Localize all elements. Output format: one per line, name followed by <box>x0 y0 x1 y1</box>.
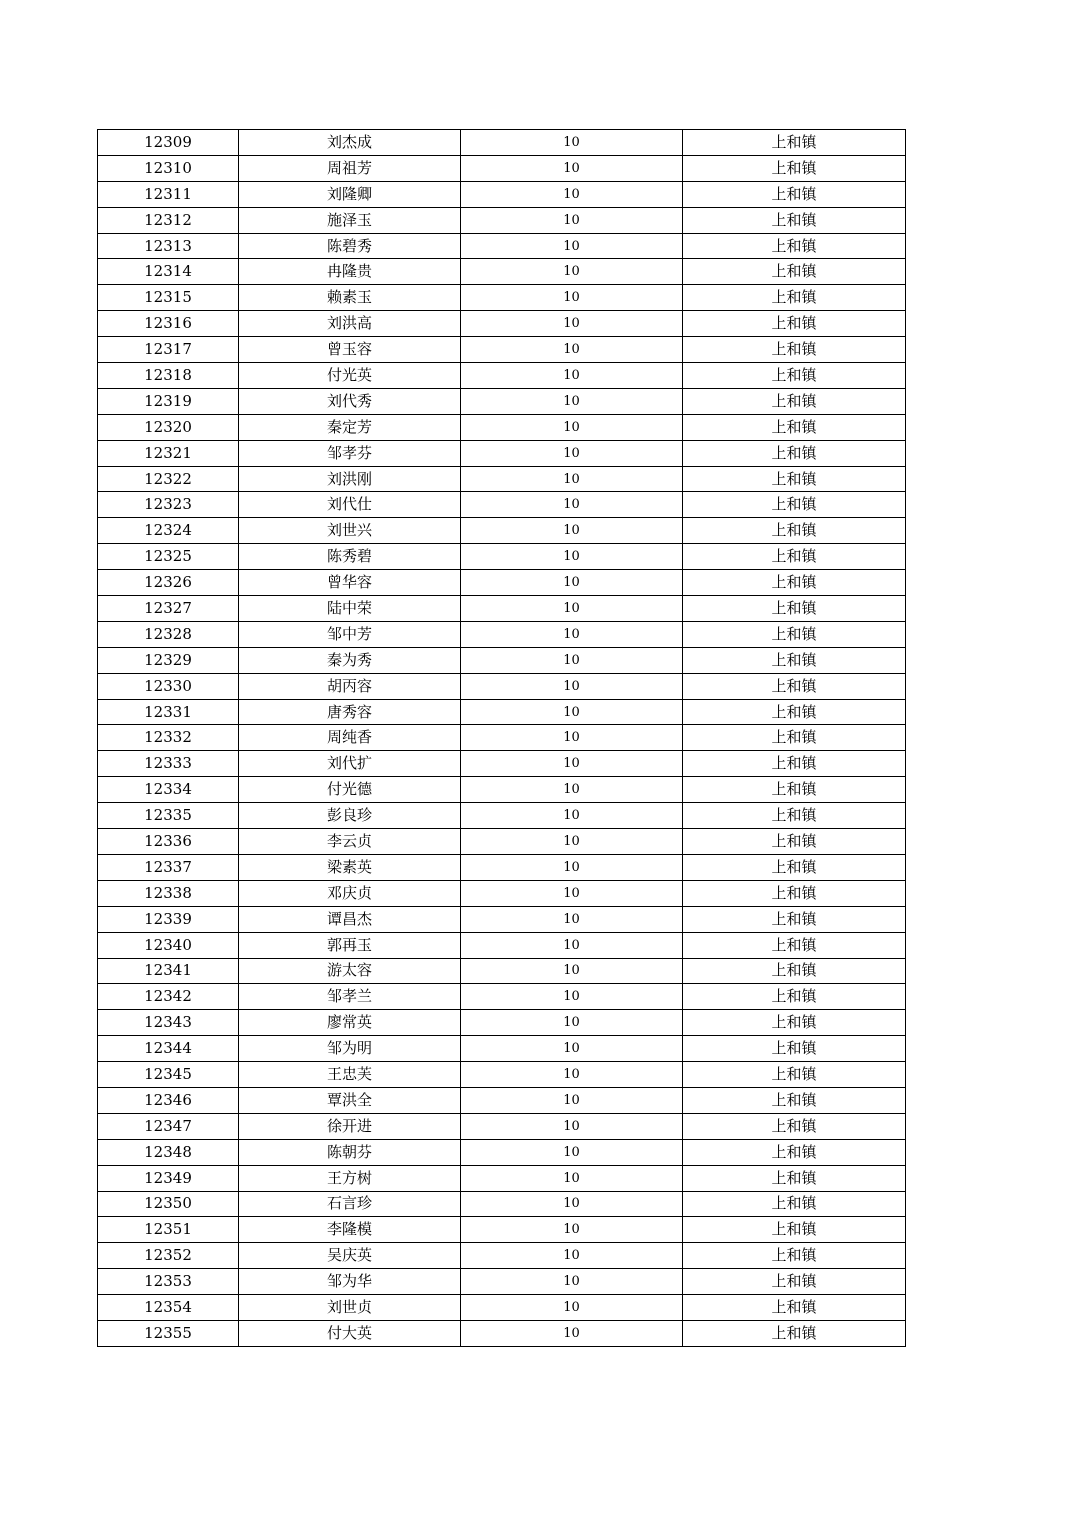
row-id-cell: 12321 <box>98 440 239 466</box>
table-row <box>98 1087 906 1113</box>
table-row <box>98 596 906 622</box>
row-id-cell: 12310 <box>98 155 239 181</box>
table-row <box>98 621 906 647</box>
row-id-cell: 12325 <box>98 544 239 570</box>
row-amount-cell: 10 <box>461 596 683 622</box>
row-amount-cell: 10 <box>461 803 683 829</box>
row-amount-cell: 10 <box>461 285 683 311</box>
table-row <box>98 155 906 181</box>
row-name-cell: 邹为华 <box>239 1269 461 1295</box>
row-amount-cell: 10 <box>461 311 683 337</box>
row-id-cell: 12340 <box>98 932 239 958</box>
row-amount-cell: 10 <box>461 570 683 596</box>
row-town-cell: 上和镇 <box>683 596 906 622</box>
row-town-cell: 上和镇 <box>683 1243 906 1269</box>
row-town-cell: 上和镇 <box>683 285 906 311</box>
row-amount-cell: 10 <box>461 440 683 466</box>
row-town-cell: 上和镇 <box>683 1087 906 1113</box>
row-town-cell: 上和镇 <box>683 233 906 259</box>
row-name-cell: 郭再玉 <box>239 932 461 958</box>
row-id-cell: 12332 <box>98 725 239 751</box>
table-row <box>98 673 906 699</box>
row-id-cell: 12348 <box>98 1139 239 1165</box>
row-town-cell: 上和镇 <box>683 854 906 880</box>
row-id-cell: 12331 <box>98 699 239 725</box>
row-id-cell: 12319 <box>98 388 239 414</box>
row-amount-cell: 10 <box>461 207 683 233</box>
row-town-cell: 上和镇 <box>683 181 906 207</box>
row-town-cell: 上和镇 <box>683 1113 906 1139</box>
row-town-cell: 上和镇 <box>683 1010 906 1036</box>
row-amount-cell: 10 <box>461 958 683 984</box>
table-row <box>98 777 906 803</box>
table-row <box>98 259 906 285</box>
row-name-cell: 李云贞 <box>239 829 461 855</box>
row-id-cell: 12317 <box>98 337 239 363</box>
row-amount-cell: 10 <box>461 1243 683 1269</box>
row-town-cell: 上和镇 <box>683 363 906 389</box>
row-town-cell: 上和镇 <box>683 958 906 984</box>
row-amount-cell: 10 <box>461 854 683 880</box>
row-town-cell: 上和镇 <box>683 440 906 466</box>
row-town-cell: 上和镇 <box>683 777 906 803</box>
row-amount-cell: 10 <box>461 363 683 389</box>
row-amount-cell: 10 <box>461 621 683 647</box>
row-id-cell: 12329 <box>98 647 239 673</box>
row-name-cell: 覃洪全 <box>239 1087 461 1113</box>
table-row <box>98 440 906 466</box>
table-row <box>98 1165 906 1191</box>
row-id-cell: 12338 <box>98 880 239 906</box>
table-row <box>98 854 906 880</box>
row-name-cell: 游太容 <box>239 958 461 984</box>
row-amount-cell: 10 <box>461 1139 683 1165</box>
table-row <box>98 906 906 932</box>
row-town-cell: 上和镇 <box>683 829 906 855</box>
row-name-cell: 刘洪高 <box>239 311 461 337</box>
table-row <box>98 1036 906 1062</box>
row-id-cell: 12311 <box>98 181 239 207</box>
row-id-cell: 12328 <box>98 621 239 647</box>
row-amount-cell: 10 <box>461 1269 683 1295</box>
row-town-cell: 上和镇 <box>683 388 906 414</box>
row-id-cell: 12334 <box>98 777 239 803</box>
table-row <box>98 544 906 570</box>
table-row <box>98 932 906 958</box>
row-amount-cell: 10 <box>461 1087 683 1113</box>
row-town-cell: 上和镇 <box>683 906 906 932</box>
row-town-cell: 上和镇 <box>683 1269 906 1295</box>
row-amount-cell: 10 <box>461 233 683 259</box>
table-row <box>98 518 906 544</box>
row-amount-cell: 10 <box>461 906 683 932</box>
row-town-cell: 上和镇 <box>683 492 906 518</box>
table-row <box>98 1217 906 1243</box>
table-row <box>98 1139 906 1165</box>
row-amount-cell: 10 <box>461 932 683 958</box>
table-body <box>98 130 906 1347</box>
data-table <box>97 129 906 1347</box>
row-town-cell: 上和镇 <box>683 673 906 699</box>
row-id-cell: 12313 <box>98 233 239 259</box>
table-row <box>98 829 906 855</box>
row-name-cell: 邹孝兰 <box>239 984 461 1010</box>
row-name-cell: 秦定芳 <box>239 414 461 440</box>
row-town-cell: 上和镇 <box>683 414 906 440</box>
row-name-cell: 刘代秀 <box>239 388 461 414</box>
row-amount-cell: 10 <box>461 1010 683 1036</box>
table-row <box>98 1010 906 1036</box>
row-town-cell: 上和镇 <box>683 311 906 337</box>
row-town-cell: 上和镇 <box>683 1295 906 1321</box>
row-town-cell: 上和镇 <box>683 1217 906 1243</box>
row-town-cell: 上和镇 <box>683 1062 906 1088</box>
row-id-cell: 12335 <box>98 803 239 829</box>
table-row <box>98 1191 906 1217</box>
row-name-cell: 刘杰成 <box>239 130 461 156</box>
row-amount-cell: 10 <box>461 673 683 699</box>
table-row <box>98 233 906 259</box>
row-id-cell: 12327 <box>98 596 239 622</box>
row-amount-cell: 10 <box>461 725 683 751</box>
row-id-cell: 12342 <box>98 984 239 1010</box>
row-town-cell: 上和镇 <box>683 725 906 751</box>
row-amount-cell: 10 <box>461 984 683 1010</box>
table-row <box>98 1243 906 1269</box>
table-row <box>98 1295 906 1321</box>
row-amount-cell: 10 <box>461 1217 683 1243</box>
table-row <box>98 388 906 414</box>
row-id-cell: 12339 <box>98 906 239 932</box>
row-amount-cell: 10 <box>461 466 683 492</box>
row-id-cell: 12320 <box>98 414 239 440</box>
table-row <box>98 880 906 906</box>
row-amount-cell: 10 <box>461 751 683 777</box>
row-town-cell: 上和镇 <box>683 984 906 1010</box>
row-name-cell: 陆中荣 <box>239 596 461 622</box>
row-name-cell: 邹中芳 <box>239 621 461 647</box>
row-id-cell: 12336 <box>98 829 239 855</box>
row-town-cell: 上和镇 <box>683 1139 906 1165</box>
row-amount-cell: 10 <box>461 388 683 414</box>
table-row <box>98 311 906 337</box>
table-row <box>98 803 906 829</box>
row-id-cell: 12337 <box>98 854 239 880</box>
row-town-cell: 上和镇 <box>683 337 906 363</box>
row-name-cell: 李隆模 <box>239 1217 461 1243</box>
row-id-cell: 12354 <box>98 1295 239 1321</box>
table-row <box>98 984 906 1010</box>
row-id-cell: 12347 <box>98 1113 239 1139</box>
table-row <box>98 130 906 156</box>
row-name-cell: 付大英 <box>239 1320 461 1346</box>
row-name-cell: 吴庆英 <box>239 1243 461 1269</box>
row-id-cell: 12349 <box>98 1165 239 1191</box>
table-row <box>98 1062 906 1088</box>
row-id-cell: 12350 <box>98 1191 239 1217</box>
table-row <box>98 414 906 440</box>
row-town-cell: 上和镇 <box>683 621 906 647</box>
row-name-cell: 廖常英 <box>239 1010 461 1036</box>
row-name-cell: 曾华容 <box>239 570 461 596</box>
row-town-cell: 上和镇 <box>683 544 906 570</box>
row-amount-cell: 10 <box>461 544 683 570</box>
row-name-cell: 赖素玉 <box>239 285 461 311</box>
row-town-cell: 上和镇 <box>683 1191 906 1217</box>
row-amount-cell: 10 <box>461 1191 683 1217</box>
row-town-cell: 上和镇 <box>683 570 906 596</box>
row-amount-cell: 10 <box>461 1036 683 1062</box>
row-town-cell: 上和镇 <box>683 1320 906 1346</box>
row-name-cell: 刘洪刚 <box>239 466 461 492</box>
row-town-cell: 上和镇 <box>683 647 906 673</box>
row-name-cell: 王忠芙 <box>239 1062 461 1088</box>
row-name-cell: 徐开进 <box>239 1113 461 1139</box>
table-row <box>98 207 906 233</box>
row-name-cell: 胡丙容 <box>239 673 461 699</box>
row-name-cell: 梁素英 <box>239 854 461 880</box>
row-town-cell: 上和镇 <box>683 518 906 544</box>
table-row <box>98 725 906 751</box>
row-name-cell: 刘隆卿 <box>239 181 461 207</box>
row-name-cell: 周纯香 <box>239 725 461 751</box>
row-id-cell: 12343 <box>98 1010 239 1036</box>
row-amount-cell: 10 <box>461 518 683 544</box>
row-town-cell: 上和镇 <box>683 932 906 958</box>
row-name-cell: 唐秀容 <box>239 699 461 725</box>
row-amount-cell: 10 <box>461 829 683 855</box>
table-row <box>98 466 906 492</box>
row-name-cell: 王方树 <box>239 1165 461 1191</box>
table-row <box>98 1113 906 1139</box>
row-town-cell: 上和镇 <box>683 751 906 777</box>
row-name-cell: 付光德 <box>239 777 461 803</box>
row-name-cell: 曾玉容 <box>239 337 461 363</box>
row-id-cell: 12330 <box>98 673 239 699</box>
row-name-cell: 秦为秀 <box>239 647 461 673</box>
row-id-cell: 12352 <box>98 1243 239 1269</box>
row-amount-cell: 10 <box>461 130 683 156</box>
table-row <box>98 647 906 673</box>
row-id-cell: 12312 <box>98 207 239 233</box>
table-row <box>98 751 906 777</box>
table-row <box>98 570 906 596</box>
row-name-cell: 谭昌杰 <box>239 906 461 932</box>
row-name-cell: 邓庆贞 <box>239 880 461 906</box>
table-row <box>98 363 906 389</box>
row-name-cell: 陈碧秀 <box>239 233 461 259</box>
row-town-cell: 上和镇 <box>683 803 906 829</box>
table-row <box>98 958 906 984</box>
row-name-cell: 周祖芳 <box>239 155 461 181</box>
row-name-cell: 石言珍 <box>239 1191 461 1217</box>
row-amount-cell: 10 <box>461 155 683 181</box>
row-town-cell: 上和镇 <box>683 130 906 156</box>
row-amount-cell: 10 <box>461 777 683 803</box>
row-town-cell: 上和镇 <box>683 699 906 725</box>
table-row <box>98 492 906 518</box>
row-town-cell: 上和镇 <box>683 155 906 181</box>
row-name-cell: 冉隆贵 <box>239 259 461 285</box>
row-amount-cell: 10 <box>461 1165 683 1191</box>
row-id-cell: 12323 <box>98 492 239 518</box>
row-id-cell: 12345 <box>98 1062 239 1088</box>
row-id-cell: 12353 <box>98 1269 239 1295</box>
row-name-cell: 付光英 <box>239 363 461 389</box>
row-id-cell: 12341 <box>98 958 239 984</box>
row-id-cell: 12333 <box>98 751 239 777</box>
row-name-cell: 彭良珍 <box>239 803 461 829</box>
row-amount-cell: 10 <box>461 414 683 440</box>
table-row <box>98 337 906 363</box>
table-row <box>98 285 906 311</box>
row-amount-cell: 10 <box>461 880 683 906</box>
table-row <box>98 181 906 207</box>
row-id-cell: 12355 <box>98 1320 239 1346</box>
row-id-cell: 12309 <box>98 130 239 156</box>
row-name-cell: 刘代扩 <box>239 751 461 777</box>
row-id-cell: 12316 <box>98 311 239 337</box>
row-amount-cell: 10 <box>461 699 683 725</box>
row-amount-cell: 10 <box>461 259 683 285</box>
row-town-cell: 上和镇 <box>683 259 906 285</box>
row-amount-cell: 10 <box>461 1113 683 1139</box>
row-town-cell: 上和镇 <box>683 207 906 233</box>
row-id-cell: 12346 <box>98 1087 239 1113</box>
table-row <box>98 699 906 725</box>
table-row <box>98 1320 906 1346</box>
row-id-cell: 12315 <box>98 285 239 311</box>
row-town-cell: 上和镇 <box>683 466 906 492</box>
row-id-cell: 12314 <box>98 259 239 285</box>
row-amount-cell: 10 <box>461 1295 683 1321</box>
row-amount-cell: 10 <box>461 492 683 518</box>
row-amount-cell: 10 <box>461 1320 683 1346</box>
row-amount-cell: 10 <box>461 181 683 207</box>
row-town-cell: 上和镇 <box>683 1036 906 1062</box>
row-amount-cell: 10 <box>461 337 683 363</box>
row-id-cell: 12326 <box>98 570 239 596</box>
row-id-cell: 12322 <box>98 466 239 492</box>
row-amount-cell: 10 <box>461 647 683 673</box>
row-name-cell: 刘世贞 <box>239 1295 461 1321</box>
row-name-cell: 陈朝芬 <box>239 1139 461 1165</box>
row-name-cell: 施泽玉 <box>239 207 461 233</box>
row-name-cell: 刘代仕 <box>239 492 461 518</box>
table-row <box>98 1269 906 1295</box>
row-name-cell: 邹为明 <box>239 1036 461 1062</box>
row-id-cell: 12351 <box>98 1217 239 1243</box>
row-name-cell: 邹孝芬 <box>239 440 461 466</box>
row-town-cell: 上和镇 <box>683 880 906 906</box>
row-name-cell: 陈秀碧 <box>239 544 461 570</box>
row-town-cell: 上和镇 <box>683 1165 906 1191</box>
row-id-cell: 12344 <box>98 1036 239 1062</box>
row-name-cell: 刘世兴 <box>239 518 461 544</box>
row-id-cell: 12318 <box>98 363 239 389</box>
row-id-cell: 12324 <box>98 518 239 544</box>
row-amount-cell: 10 <box>461 1062 683 1088</box>
